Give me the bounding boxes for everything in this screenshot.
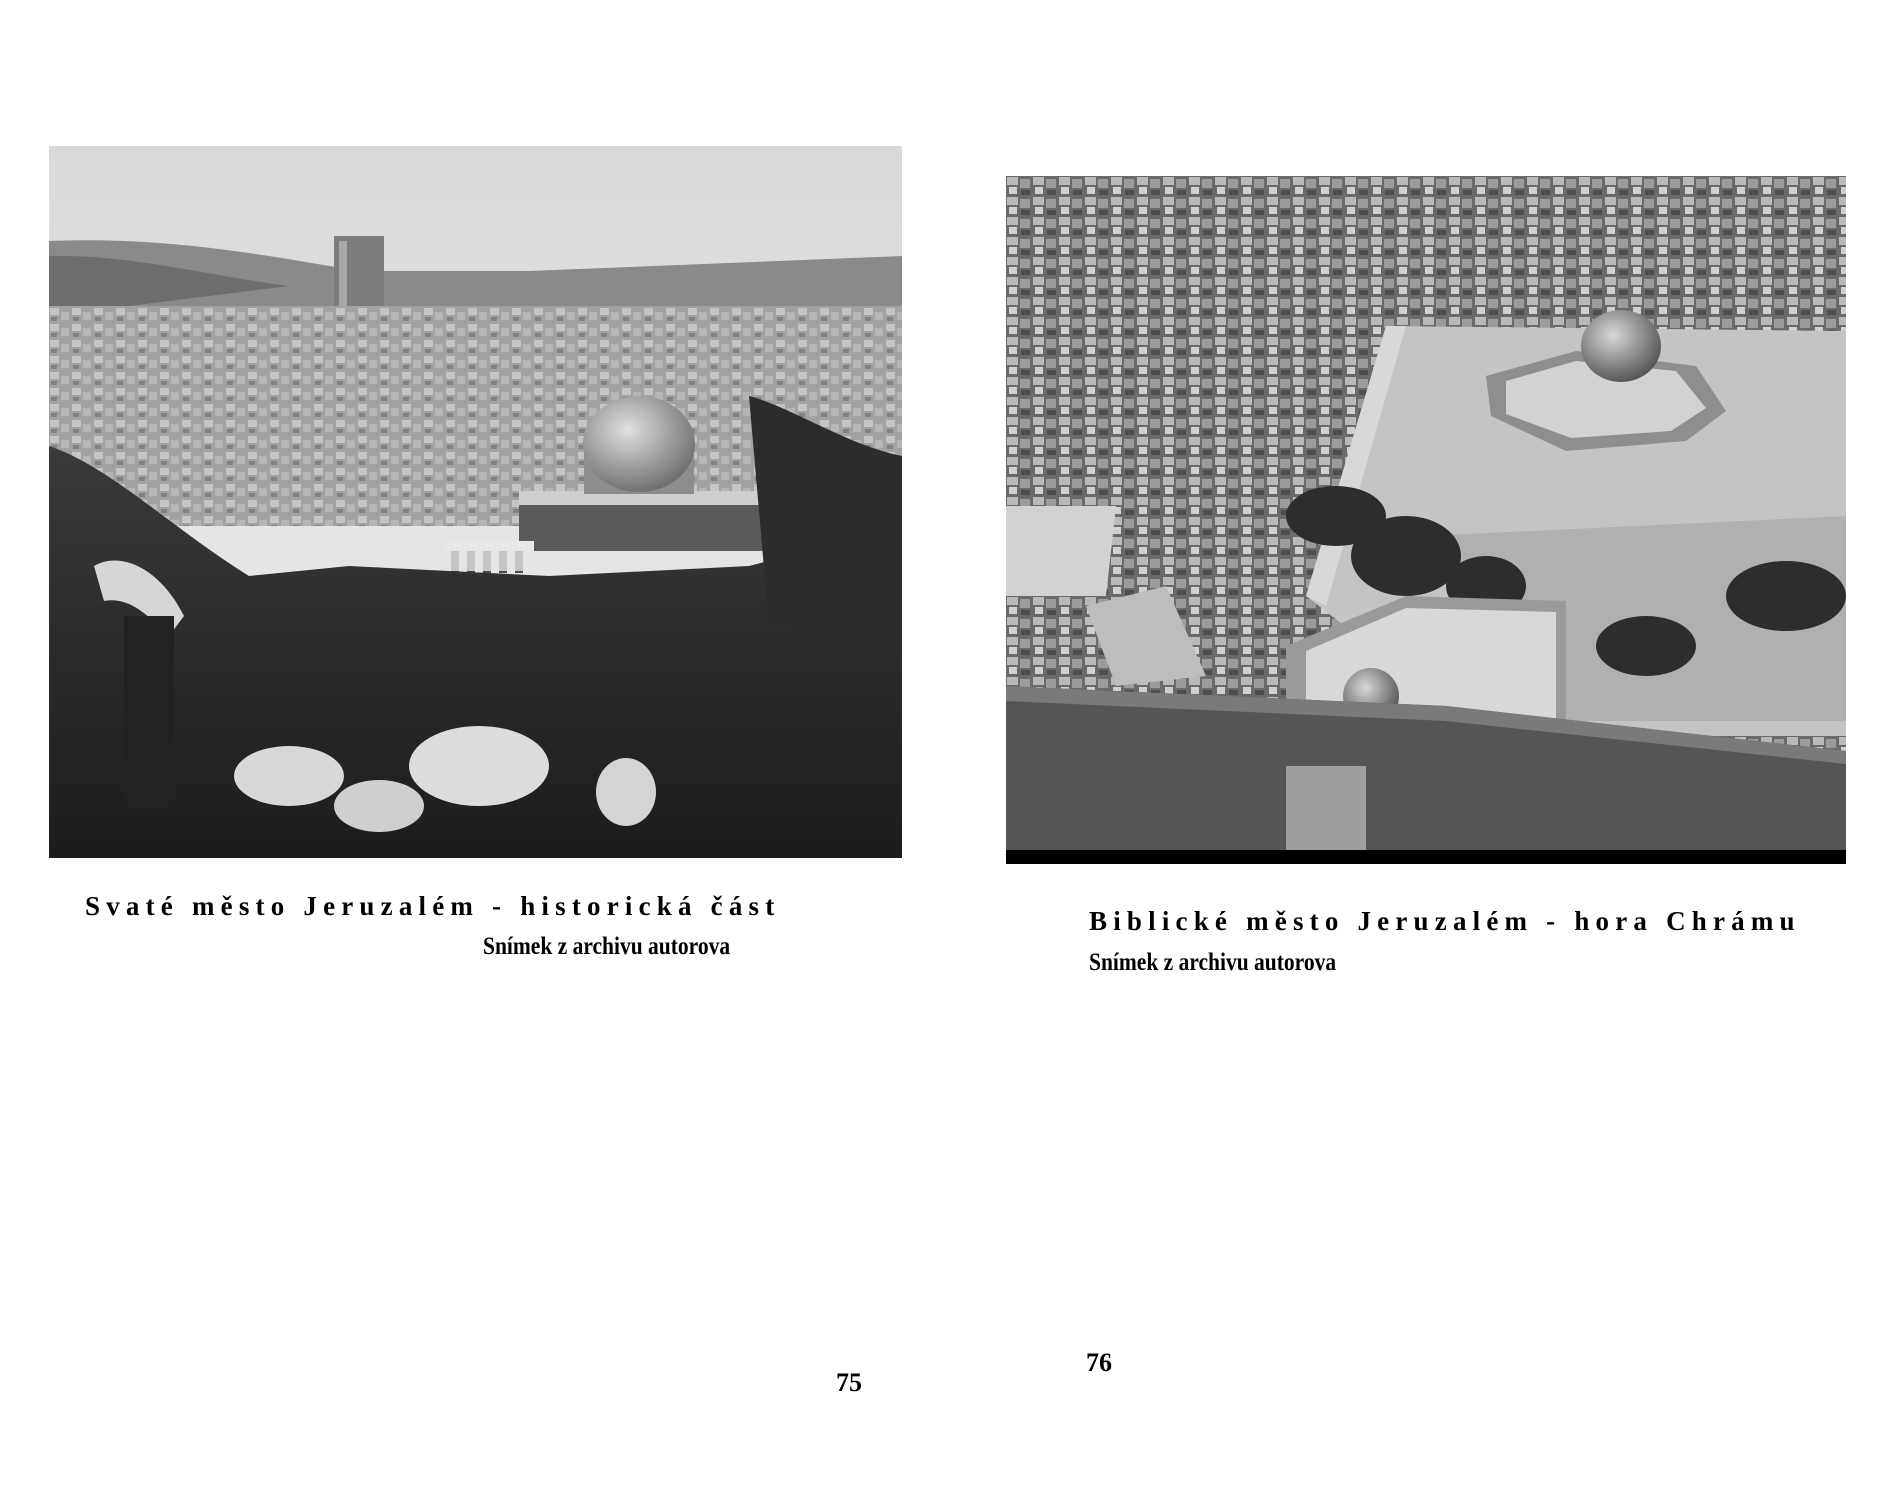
caption-title: Biblické město Jeruzalém - hora Chrámu: [1089, 906, 1801, 936]
page-number: 76: [1086, 1348, 1112, 1377]
caption-subtitle: Snímek z archivu autorova: [1089, 949, 1337, 976]
caption-title: Svaté město Jeruzalém - historická část: [85, 891, 781, 921]
right-page: [946, 0, 1892, 1500]
caption-subtitle: Snímek z archivu autorova: [483, 933, 731, 960]
photo-temple-mount-aerial-icon: [1006, 176, 1846, 864]
page-number: 75: [836, 1368, 862, 1397]
photo-jerusalem-old-city-icon: [49, 146, 902, 858]
